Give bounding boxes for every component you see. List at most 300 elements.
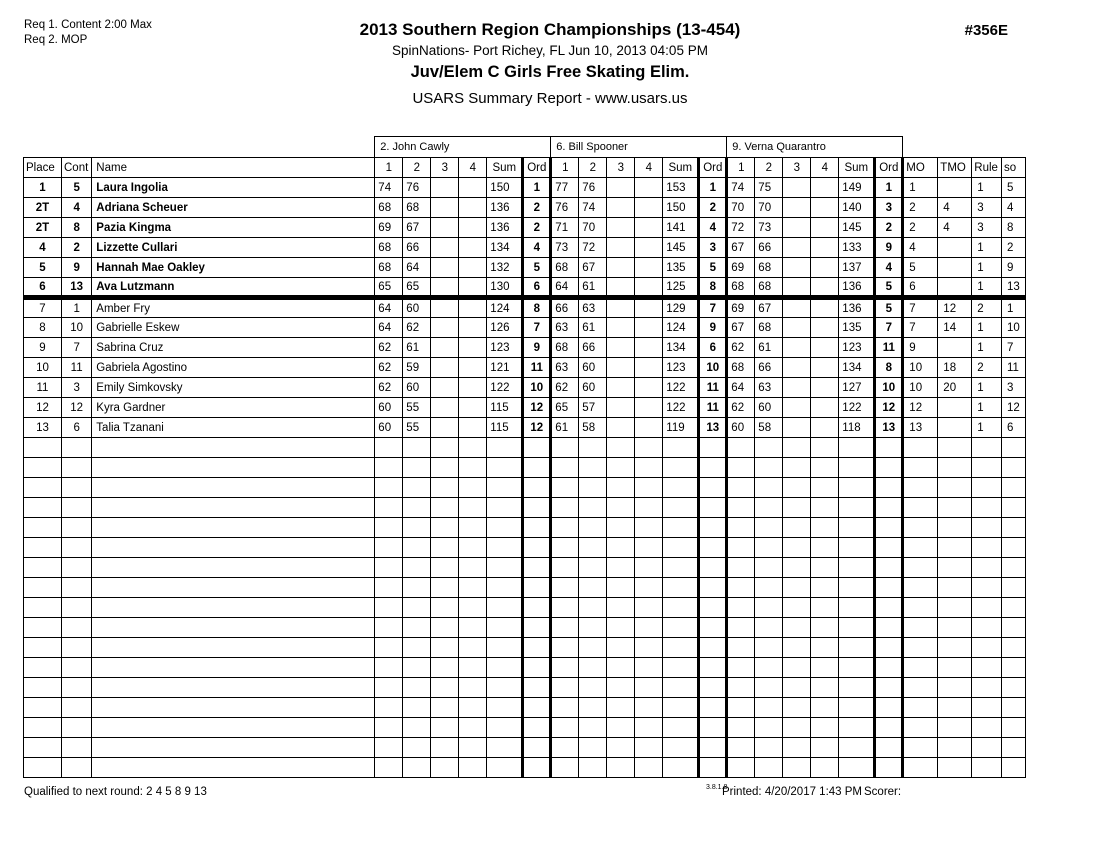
ordinal-cell-judge2: 4: [699, 218, 727, 238]
score-cell-judge1: [431, 238, 459, 258]
empty-cell: [699, 438, 727, 458]
so-cell: 11: [1001, 358, 1025, 378]
empty-cell: [972, 478, 1002, 498]
empty-cell: [24, 618, 62, 638]
score-cell-judge3: [811, 378, 839, 398]
empty-cell: [635, 738, 663, 758]
score-cell-judge3: [783, 218, 811, 238]
empty-cell: [811, 598, 839, 618]
place-cell: 2T: [24, 198, 62, 218]
empty-cell: [1001, 738, 1025, 758]
place-cell: 6: [24, 278, 62, 298]
empty-cell: [972, 638, 1002, 658]
empty-cell: [62, 738, 92, 758]
sum-cell-judge1: 136: [487, 198, 523, 218]
score-cell-judge3: 66: [755, 238, 783, 258]
empty-cell: [755, 658, 783, 678]
score-cell-judge3: 70: [727, 198, 755, 218]
empty-cell: [487, 758, 523, 778]
empty-cell: [431, 758, 459, 778]
empty-cell: [783, 518, 811, 538]
score-cell-judge1: 55: [403, 418, 431, 438]
empty-cell: [811, 738, 839, 758]
score-cell-judge3: 68: [727, 278, 755, 298]
empty-cell: [699, 698, 727, 718]
empty-cell: [375, 518, 403, 538]
score-cell-judge2: 67: [579, 258, 607, 278]
skater-row: [24, 418, 1026, 438]
empty-cell: [403, 458, 431, 478]
empty-cell: [972, 738, 1002, 758]
so-cell: 5: [1001, 178, 1025, 198]
empty-cell: [487, 598, 523, 618]
empty-cell: [431, 738, 459, 758]
score-cell-judge3: 62: [727, 398, 755, 418]
place-cell: 5: [24, 258, 62, 278]
contestant-number-cell: 5: [62, 178, 92, 198]
empty-cell: [24, 698, 62, 718]
empty-cell: [607, 598, 635, 618]
empty-cell: [579, 518, 607, 538]
qualified-to-next-round: Qualified to next round: 2 4 5 8 9 13: [24, 786, 207, 798]
score-cell-judge1: 61: [403, 338, 431, 358]
empty-cell: [375, 658, 403, 678]
score-cell-judge1: [459, 398, 487, 418]
so-cell: 13: [1001, 278, 1025, 298]
empty-cell: [699, 498, 727, 518]
col-header-judge1-1: 1: [375, 158, 403, 178]
empty-cell: [875, 478, 903, 498]
empty-cell: [375, 618, 403, 638]
empty-cell: [1001, 578, 1025, 598]
score-cell-judge2: [635, 378, 663, 398]
empty-cell: [839, 438, 875, 458]
empty-cell: [663, 718, 699, 738]
col-header-judge1-sum: Sum: [487, 158, 523, 178]
event-name: Juv/Elem C Girls Free Skating Elim.: [410, 63, 690, 81]
empty-cell: [755, 578, 783, 598]
score-cell-judge2: 63: [551, 358, 579, 378]
empty-cell: [783, 638, 811, 658]
contestant-number-cell: 8: [62, 218, 92, 238]
title-block: [0, 20, 1100, 107]
empty-cell: [727, 538, 755, 558]
place-cell: 1: [24, 178, 62, 198]
empty-cell: [551, 578, 579, 598]
empty-cell: [92, 758, 375, 778]
empty-cell: [938, 438, 972, 458]
col-header-judge1-2: 2: [403, 158, 431, 178]
empty-cell: [523, 718, 551, 738]
empty-cell: [972, 578, 1002, 598]
empty-cell: [403, 498, 431, 518]
score-cell-judge1: 68: [403, 198, 431, 218]
empty-cell: [579, 538, 607, 558]
rule-cell: 1: [972, 178, 1002, 198]
empty-cell: [579, 738, 607, 758]
venue-line: SpinNations- Port Richey, FL Jun 10, 2013 04:05 PM: [392, 43, 708, 58]
score-cell-judge3: [811, 238, 839, 258]
ordinal-cell-judge3: 8: [875, 358, 903, 378]
skater-name-cell: Sabrina Cruz: [92, 338, 375, 358]
score-cell-judge3: [811, 338, 839, 358]
empty-cell: [62, 618, 92, 638]
ordinal-cell-judge2: 5: [699, 258, 727, 278]
empty-cell: [92, 638, 375, 658]
score-cell-judge1: 60: [403, 378, 431, 398]
empty-cell: [811, 558, 839, 578]
empty-cell: [403, 578, 431, 598]
skater-row: [24, 198, 1026, 218]
score-cell-judge3: [811, 298, 839, 318]
empty-cell: [1001, 718, 1025, 738]
empty-cell: [903, 518, 938, 538]
score-cell-judge3: 68: [755, 278, 783, 298]
empty-cell: [1001, 518, 1025, 538]
col-header-tmo: TMO: [938, 158, 972, 178]
empty-cell: [755, 438, 783, 458]
sum-cell-judge1: 134: [487, 238, 523, 258]
empty-cell: [635, 758, 663, 778]
empty-cell: [783, 498, 811, 518]
empty-cell: [699, 578, 727, 598]
empty-cell: [24, 658, 62, 678]
empty-cell: [972, 678, 1002, 698]
empty-cell: [755, 738, 783, 758]
empty-cell: [431, 698, 459, 718]
empty-row: [24, 658, 1026, 678]
empty-cell: [487, 438, 523, 458]
score-cell-judge2: [635, 258, 663, 278]
mo-cell: 10: [903, 358, 938, 378]
col-header-judge3-2: 2: [755, 158, 783, 178]
empty-cell: [875, 558, 903, 578]
empty-cell: [24, 438, 62, 458]
rule-cell: 2: [972, 298, 1002, 318]
col-header-so: so: [1001, 158, 1025, 178]
empty-cell: [727, 478, 755, 498]
empty-cell: [431, 438, 459, 458]
sum-cell-judge2: 125: [663, 278, 699, 298]
empty-row: [24, 498, 1026, 518]
score-cell-judge1: 67: [403, 218, 431, 238]
empty-cell: [635, 538, 663, 558]
empty-cell: [403, 478, 431, 498]
empty-cell: [459, 678, 487, 698]
empty-cell: [635, 518, 663, 538]
empty-cell: [663, 438, 699, 458]
empty-cell: [1001, 498, 1025, 518]
empty-cell: [459, 718, 487, 738]
empty-cell: [839, 498, 875, 518]
empty-cell: [62, 598, 92, 618]
score-cell-judge2: [607, 278, 635, 298]
empty-cell: [755, 618, 783, 638]
empty-cell: [459, 578, 487, 598]
empty-cell: [607, 698, 635, 718]
sum-cell-judge2: 122: [663, 378, 699, 398]
score-cell-judge2: [607, 398, 635, 418]
ordinal-cell-judge3: 2: [875, 218, 903, 238]
score-cell-judge3: [811, 358, 839, 378]
sum-cell-judge1: 130: [487, 278, 523, 298]
contestant-number-cell: 4: [62, 198, 92, 218]
empty-cell: [92, 678, 375, 698]
score-cell-judge1: [431, 378, 459, 398]
empty-cell: [755, 558, 783, 578]
score-cell-judge2: [635, 218, 663, 238]
empty-cell: [551, 478, 579, 498]
score-cell-judge3: 64: [727, 378, 755, 398]
empty-cell: [875, 538, 903, 558]
empty-cell: [972, 698, 1002, 718]
empty-cell: [903, 558, 938, 578]
empty-cell: [24, 738, 62, 758]
score-cell-judge1: 68: [375, 198, 403, 218]
empty-cell: [375, 638, 403, 658]
sum-cell-judge2: 135: [663, 258, 699, 278]
empty-cell: [811, 678, 839, 698]
empty-cell: [699, 598, 727, 618]
empty-cell: [24, 718, 62, 738]
empty-cell: [459, 758, 487, 778]
skater-row: [24, 358, 1026, 378]
contestant-number-cell: 2: [62, 238, 92, 258]
empty-row: [24, 558, 1026, 578]
empty-cell: [699, 618, 727, 638]
mo-cell: 6: [903, 278, 938, 298]
ordinal-cell-judge2: 3: [699, 238, 727, 258]
skater-row: [24, 318, 1026, 338]
empty-cell: [607, 498, 635, 518]
empty-cell: [1001, 678, 1025, 698]
empty-row: [24, 718, 1026, 738]
empty-cell: [92, 438, 375, 458]
empty-cell: [403, 738, 431, 758]
empty-cell: [523, 678, 551, 698]
empty-cell: [875, 718, 903, 738]
score-cell-judge1: 60: [375, 398, 403, 418]
empty-cell: [523, 558, 551, 578]
empty-cell: [92, 498, 375, 518]
sum-cell-judge2: 134: [663, 338, 699, 358]
empty-cell: [903, 698, 938, 718]
empty-cell: [551, 718, 579, 738]
score-cell-judge3: [783, 418, 811, 438]
empty-cell: [811, 478, 839, 498]
empty-cell: [727, 758, 755, 778]
empty-cell: [663, 498, 699, 518]
rule-cell: 3: [972, 198, 1002, 218]
score-cell-judge2: 63: [551, 318, 579, 338]
score-cell-judge2: [635, 298, 663, 318]
empty-cell: [755, 598, 783, 618]
empty-cell: [727, 558, 755, 578]
empty-cell: [972, 518, 1002, 538]
ordinal-cell-judge2: 6: [699, 338, 727, 358]
col-header-judge2-4: 4: [635, 158, 663, 178]
skater-name-cell: Adriana Scheuer: [92, 198, 375, 218]
empty-cell: [972, 458, 1002, 478]
empty-cell: [607, 458, 635, 478]
empty-cell: [699, 558, 727, 578]
score-cell-judge3: [811, 418, 839, 438]
empty-cell: [523, 658, 551, 678]
empty-cell: [24, 578, 62, 598]
col-header-mo: MO: [903, 158, 938, 178]
so-cell: 9: [1001, 258, 1025, 278]
tmo-cell: 4: [938, 198, 972, 218]
sum-cell-judge2: 145: [663, 238, 699, 258]
empty-cell: [727, 458, 755, 478]
empty-cell: [755, 678, 783, 698]
empty-cell: [487, 618, 523, 638]
sum-cell-judge1: 122: [487, 378, 523, 398]
empty-cell: [875, 638, 903, 658]
score-cell-judge2: [607, 258, 635, 278]
empty-row: [24, 738, 1026, 758]
empty-cell: [972, 758, 1002, 778]
empty-cell: [24, 598, 62, 618]
ordinal-cell-judge3: 5: [875, 278, 903, 298]
mo-cell: 2: [903, 198, 938, 218]
score-cell-judge3: [811, 398, 839, 418]
empty-cell: [783, 538, 811, 558]
empty-cell: [579, 438, 607, 458]
empty-cell: [487, 518, 523, 538]
empty-cell: [839, 758, 875, 778]
col-header-judge2-sum: Sum: [663, 158, 699, 178]
skater-row: [24, 278, 1026, 298]
empty-cell: [92, 558, 375, 578]
empty-cell: [699, 638, 727, 658]
sum-cell-judge3: 122: [839, 398, 875, 418]
empty-cell: [551, 638, 579, 658]
empty-cell: [903, 498, 938, 518]
empty-cell: [663, 678, 699, 698]
judges-header-row: [24, 137, 1026, 158]
ordinal-cell-judge2: 9: [699, 318, 727, 338]
empty-cell: [487, 558, 523, 578]
empty-cell: [875, 458, 903, 478]
empty-cell: [1001, 638, 1025, 658]
score-cell-judge2: 65: [551, 398, 579, 418]
empty-cell: [579, 458, 607, 478]
empty-cell: [811, 758, 839, 778]
rule-cell: 1: [972, 238, 1002, 258]
empty-cell: [903, 758, 938, 778]
empty-cell: [24, 498, 62, 518]
empty-cell: [972, 558, 1002, 578]
empty-cell: [839, 618, 875, 638]
score-cell-judge1: [431, 218, 459, 238]
empty-cell: [459, 698, 487, 718]
score-cell-judge1: [431, 418, 459, 438]
empty-cell: [62, 518, 92, 538]
sum-cell-judge1: 124: [487, 298, 523, 318]
empty-cell: [755, 538, 783, 558]
score-cell-judge3: [811, 258, 839, 278]
empty-cell: [903, 738, 938, 758]
empty-cell: [663, 558, 699, 578]
score-cell-judge1: 76: [403, 178, 431, 198]
empty-cell: [579, 718, 607, 738]
empty-cell: [635, 438, 663, 458]
empty-cell: [431, 618, 459, 638]
empty-cell: [755, 518, 783, 538]
empty-cell: [875, 658, 903, 678]
empty-cell: [903, 598, 938, 618]
empty-cell: [811, 518, 839, 538]
empty-cell: [663, 598, 699, 618]
rule-cell: 1: [972, 398, 1002, 418]
sum-cell-judge2: 123: [663, 358, 699, 378]
empty-cell: [783, 558, 811, 578]
empty-cell: [459, 658, 487, 678]
score-cell-judge2: 71: [551, 218, 579, 238]
empty-cell: [635, 638, 663, 658]
empty-cell: [811, 458, 839, 478]
ordinal-cell-judge2: 7: [699, 298, 727, 318]
empty-cell: [663, 738, 699, 758]
empty-cell: [783, 458, 811, 478]
place-cell: 9: [24, 338, 62, 358]
tmo-cell: 4: [938, 218, 972, 238]
score-cell-judge3: 69: [727, 298, 755, 318]
empty-cell: [699, 738, 727, 758]
empty-cell: [579, 678, 607, 698]
mo-cell: 7: [903, 318, 938, 338]
empty-cell: [431, 558, 459, 578]
empty-cell: [727, 658, 755, 678]
empty-cell: [431, 638, 459, 658]
sum-cell-judge3: 133: [839, 238, 875, 258]
empty-cell: [663, 658, 699, 678]
skater-name-cell: Talia Tzanani: [92, 418, 375, 438]
score-cell-judge3: [811, 198, 839, 218]
results-table: [23, 136, 1026, 778]
empty-cell: [92, 718, 375, 738]
empty-cell: [663, 538, 699, 558]
empty-cell: [431, 598, 459, 618]
empty-cell: [663, 458, 699, 478]
score-cell-judge3: 72: [727, 218, 755, 238]
empty-cell: [403, 718, 431, 738]
score-cell-judge2: 60: [579, 358, 607, 378]
score-cell-judge2: 61: [551, 418, 579, 438]
score-cell-judge3: [783, 358, 811, 378]
sum-cell-judge1: 121: [487, 358, 523, 378]
score-cell-judge1: 65: [375, 278, 403, 298]
skater-name-cell: Kyra Gardner: [92, 398, 375, 418]
empty-cell: [403, 658, 431, 678]
empty-cell: [972, 598, 1002, 618]
report-title: USARS Summary Report - www.usars.us: [412, 90, 688, 107]
championship-title: 2013 Southern Region Championships (13-454): [359, 20, 741, 39]
empty-cell: [839, 738, 875, 758]
score-cell-judge1: 62: [375, 378, 403, 398]
ordinal-cell-judge2: 2: [699, 198, 727, 218]
empty-cell: [1001, 698, 1025, 718]
ordinal-cell-judge3: 13: [875, 418, 903, 438]
empty-cell: [699, 678, 727, 698]
empty-cell: [487, 718, 523, 738]
score-cell-judge1: [459, 338, 487, 358]
empty-cell: [487, 698, 523, 718]
score-cell-judge3: [783, 178, 811, 198]
ordinal-cell-judge1: 12: [523, 418, 551, 438]
rule-cell: 1: [972, 338, 1002, 358]
